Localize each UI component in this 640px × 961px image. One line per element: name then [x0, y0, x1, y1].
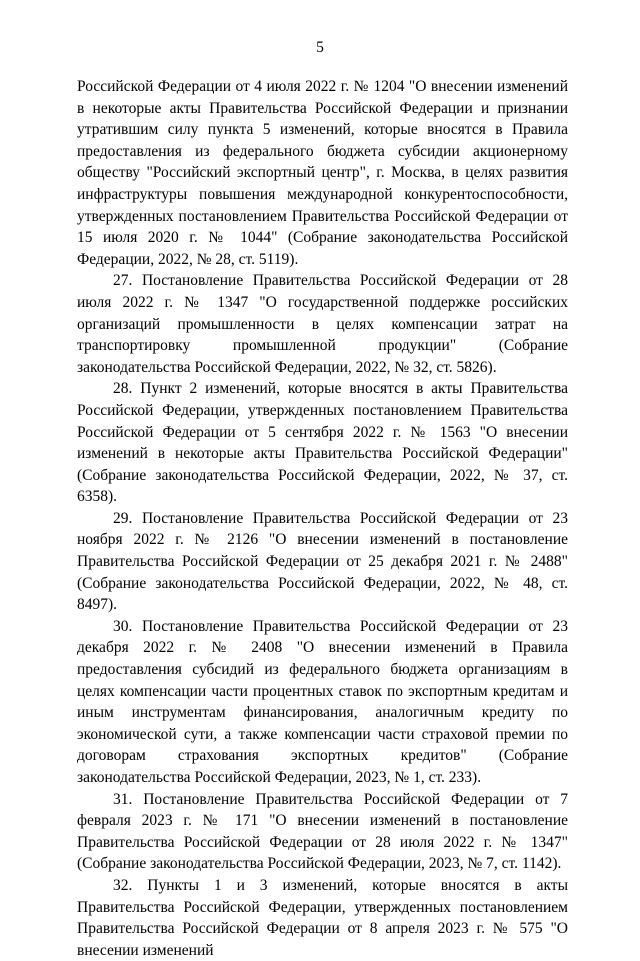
paragraph-item-30: 30. Постановление Правительства Российской Федерации от 23 декабря 2022 г. № 2408 "О внесении изменений в Правила предоставления субсидий из федерального бюджета организациям в целях компенсации части процентных ставок по экспортным кредитам и иным инструментам финансирования, аналогичным кредиту по экономической сути, а также компенсации части страховой премии по договорам страхования экспортных кредитов" (Собрание законодательства Российской Федерации, 2023, № 1, ст. 233). — [77, 617, 568, 786]
paragraph-item-31: 31. Постановление Правительства Российской Федерации от 7 февраля 2023 г. № 171 "О внесении изменений в постановление Правительства Российской Федерации от 28 июля 2022 г. № 1347" (Собрание законодательства Российской Федерации, 2023, № 7, ст. 1142). — [77, 790, 568, 873]
paragraph-item-29: 29. Постановление Правительства Российской Федерации от 23 ноября 2022 г. № 2126 "О внесении изменений в постановление Правительства Российской Федерации от 25 декабря 2021 г. № 2488" (Собрание законодательства Российской Федерации, 2022, № 48, ст. 8497). — [77, 509, 568, 614]
document-body — [77, 76, 568, 961]
paragraph-item-32: 32. Пункты 1 и 3 изменений, которые вносятся в акты Правительства Российской Федерации, утвержденных постановлением Правительства Российской Федерации от 8 апреля 2023 г. № 575 "О внесении изменений — [77, 876, 568, 959]
paragraph-item-28: 28. Пункт 2 изменений, которые вносятся в акты Правительства Российской Федерации, утвержденных постановлением Правительства Российской Федерации от 5 сентября 2022 г. № 1563 "О внесении изменений в некоторые акты Правительства Российской Федерации" (Собрание законодательства Российской Федерации, 2022, № 37, ст. 6358). — [77, 380, 568, 506]
paragraph-continuation: Российской Федерации от 4 июля 2022 г. № 1204 "О внесении изменений в некоторые акты Правительства Российской Федерации и признании утратившим силу пункта 5 изменений, которые вносятся в Правила предоставления из федерального бюджета субсидии акционерному обществу "Российский экспортный центр", г. Москва, в целях развития инфраструктуры повышения международной конкурентоспособности, утвержденных постановлением Правительства Российской Федерации от 15 июля 2020 г. № 1044" (Собрание законодательства Российской Федерации, 2022, № 28, ст. 5119). — [77, 78, 568, 268]
paragraph-item-27: 27. Постановление Правительства Российской Федерации от 28 июля 2022 г. № 1347 "О государственной поддержке российских организаций промышленности в целях компенсации затрат на транспортировку промышленной продукции" (Собрание законодательства Российской Федерации, 2022, № 32, ст. 5826). — [77, 272, 568, 376]
page-number: 5 — [316, 39, 324, 56]
